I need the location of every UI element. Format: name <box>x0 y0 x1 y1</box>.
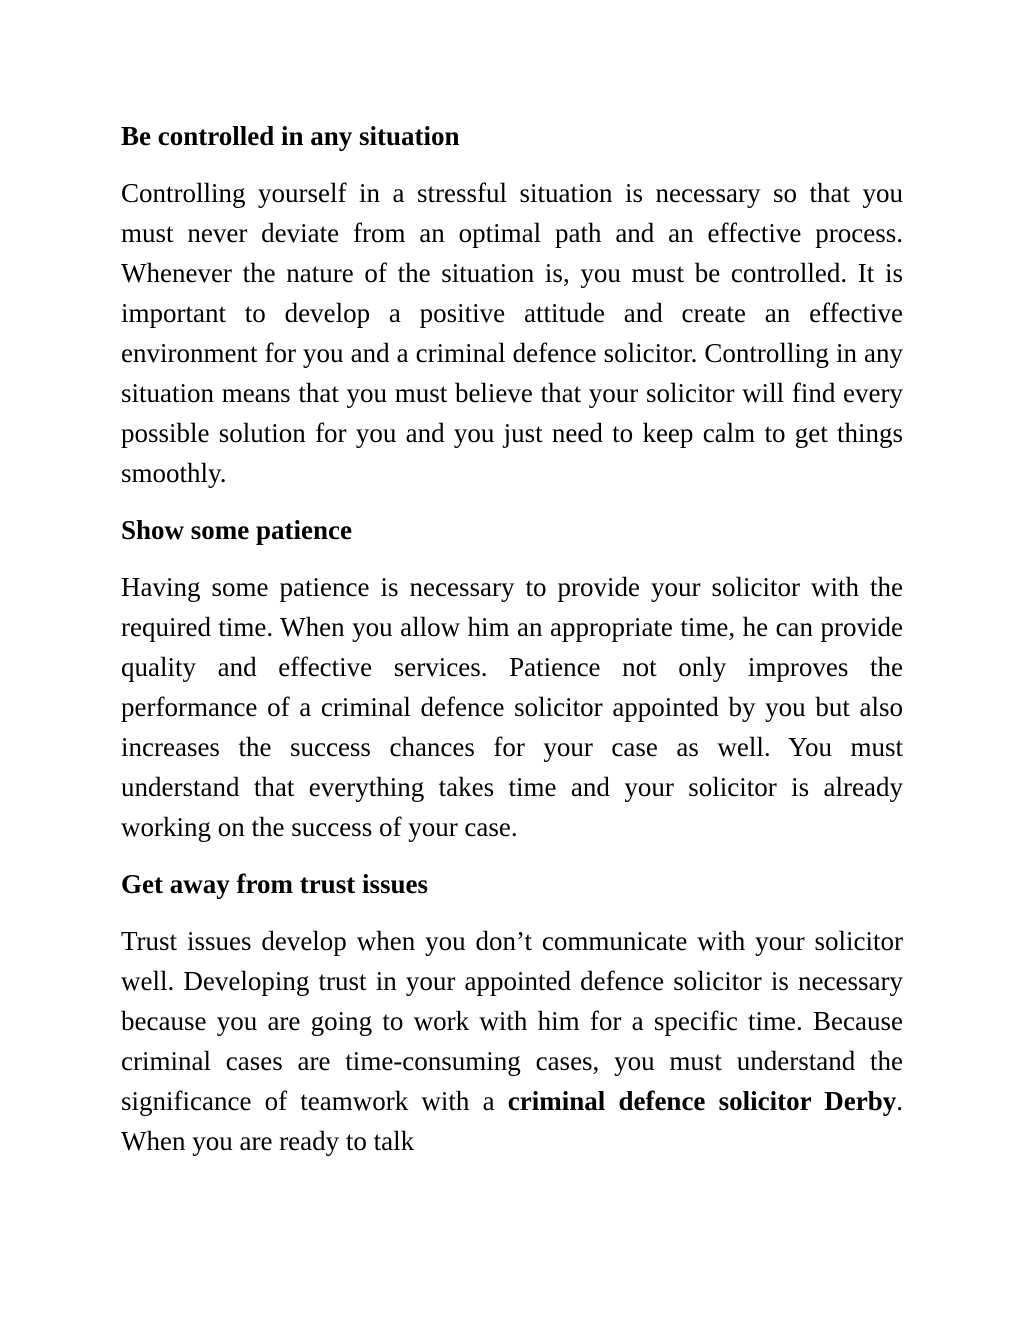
trust-paragraph-bold-keyword: criminal defence solicitor Derby <box>507 1086 897 1116</box>
document-page <box>121 116 903 1178</box>
section-paragraph-controlled: Controlling yourself in a stressful situation is necessary so that you must never deviate from an optimal path and an effective process. Whenever the nature of the situation is, you must be controlled. It is important to develop a positive attitude and create an effective environment for you and a criminal defence solicitor. Controlling in any situation means that you must believe that your solicitor will find every possible solution for you and you just need to keep calm to get things smoothly. <box>121 178 903 488</box>
section-heading-trust: Get away from trust issues <box>121 869 428 899</box>
section-heading-controlled: Be controlled in any situation <box>121 121 460 151</box>
trust-paragraph-text-start: Trust issues develop when you don’t communicate with your solicitor well. Developing trust in your appointed defence solicitor is necessary because you are going to work with him for a specific time. Because criminal cases are time-consuming cases, you must understand the significance of teamwork with a <box>121 926 903 1116</box>
section-paragraph-patience: Having some patience is necessary to provide your solicitor with the required time. When you allow him an appropriate time, he can provide quality and effective services. Patience not only improves the performance of a criminal defence solicitor appointed by you but also increases the success chances for your case as well. You must understand that everything takes time and your solicitor is already working on the success of your case. <box>121 572 903 842</box>
section-paragraph-trust <box>121 921 903 1161</box>
section-heading-patience: Show some patience <box>121 515 352 545</box>
trust-paragraph-text-end: . When you are ready to talk <box>121 1086 903 1156</box>
